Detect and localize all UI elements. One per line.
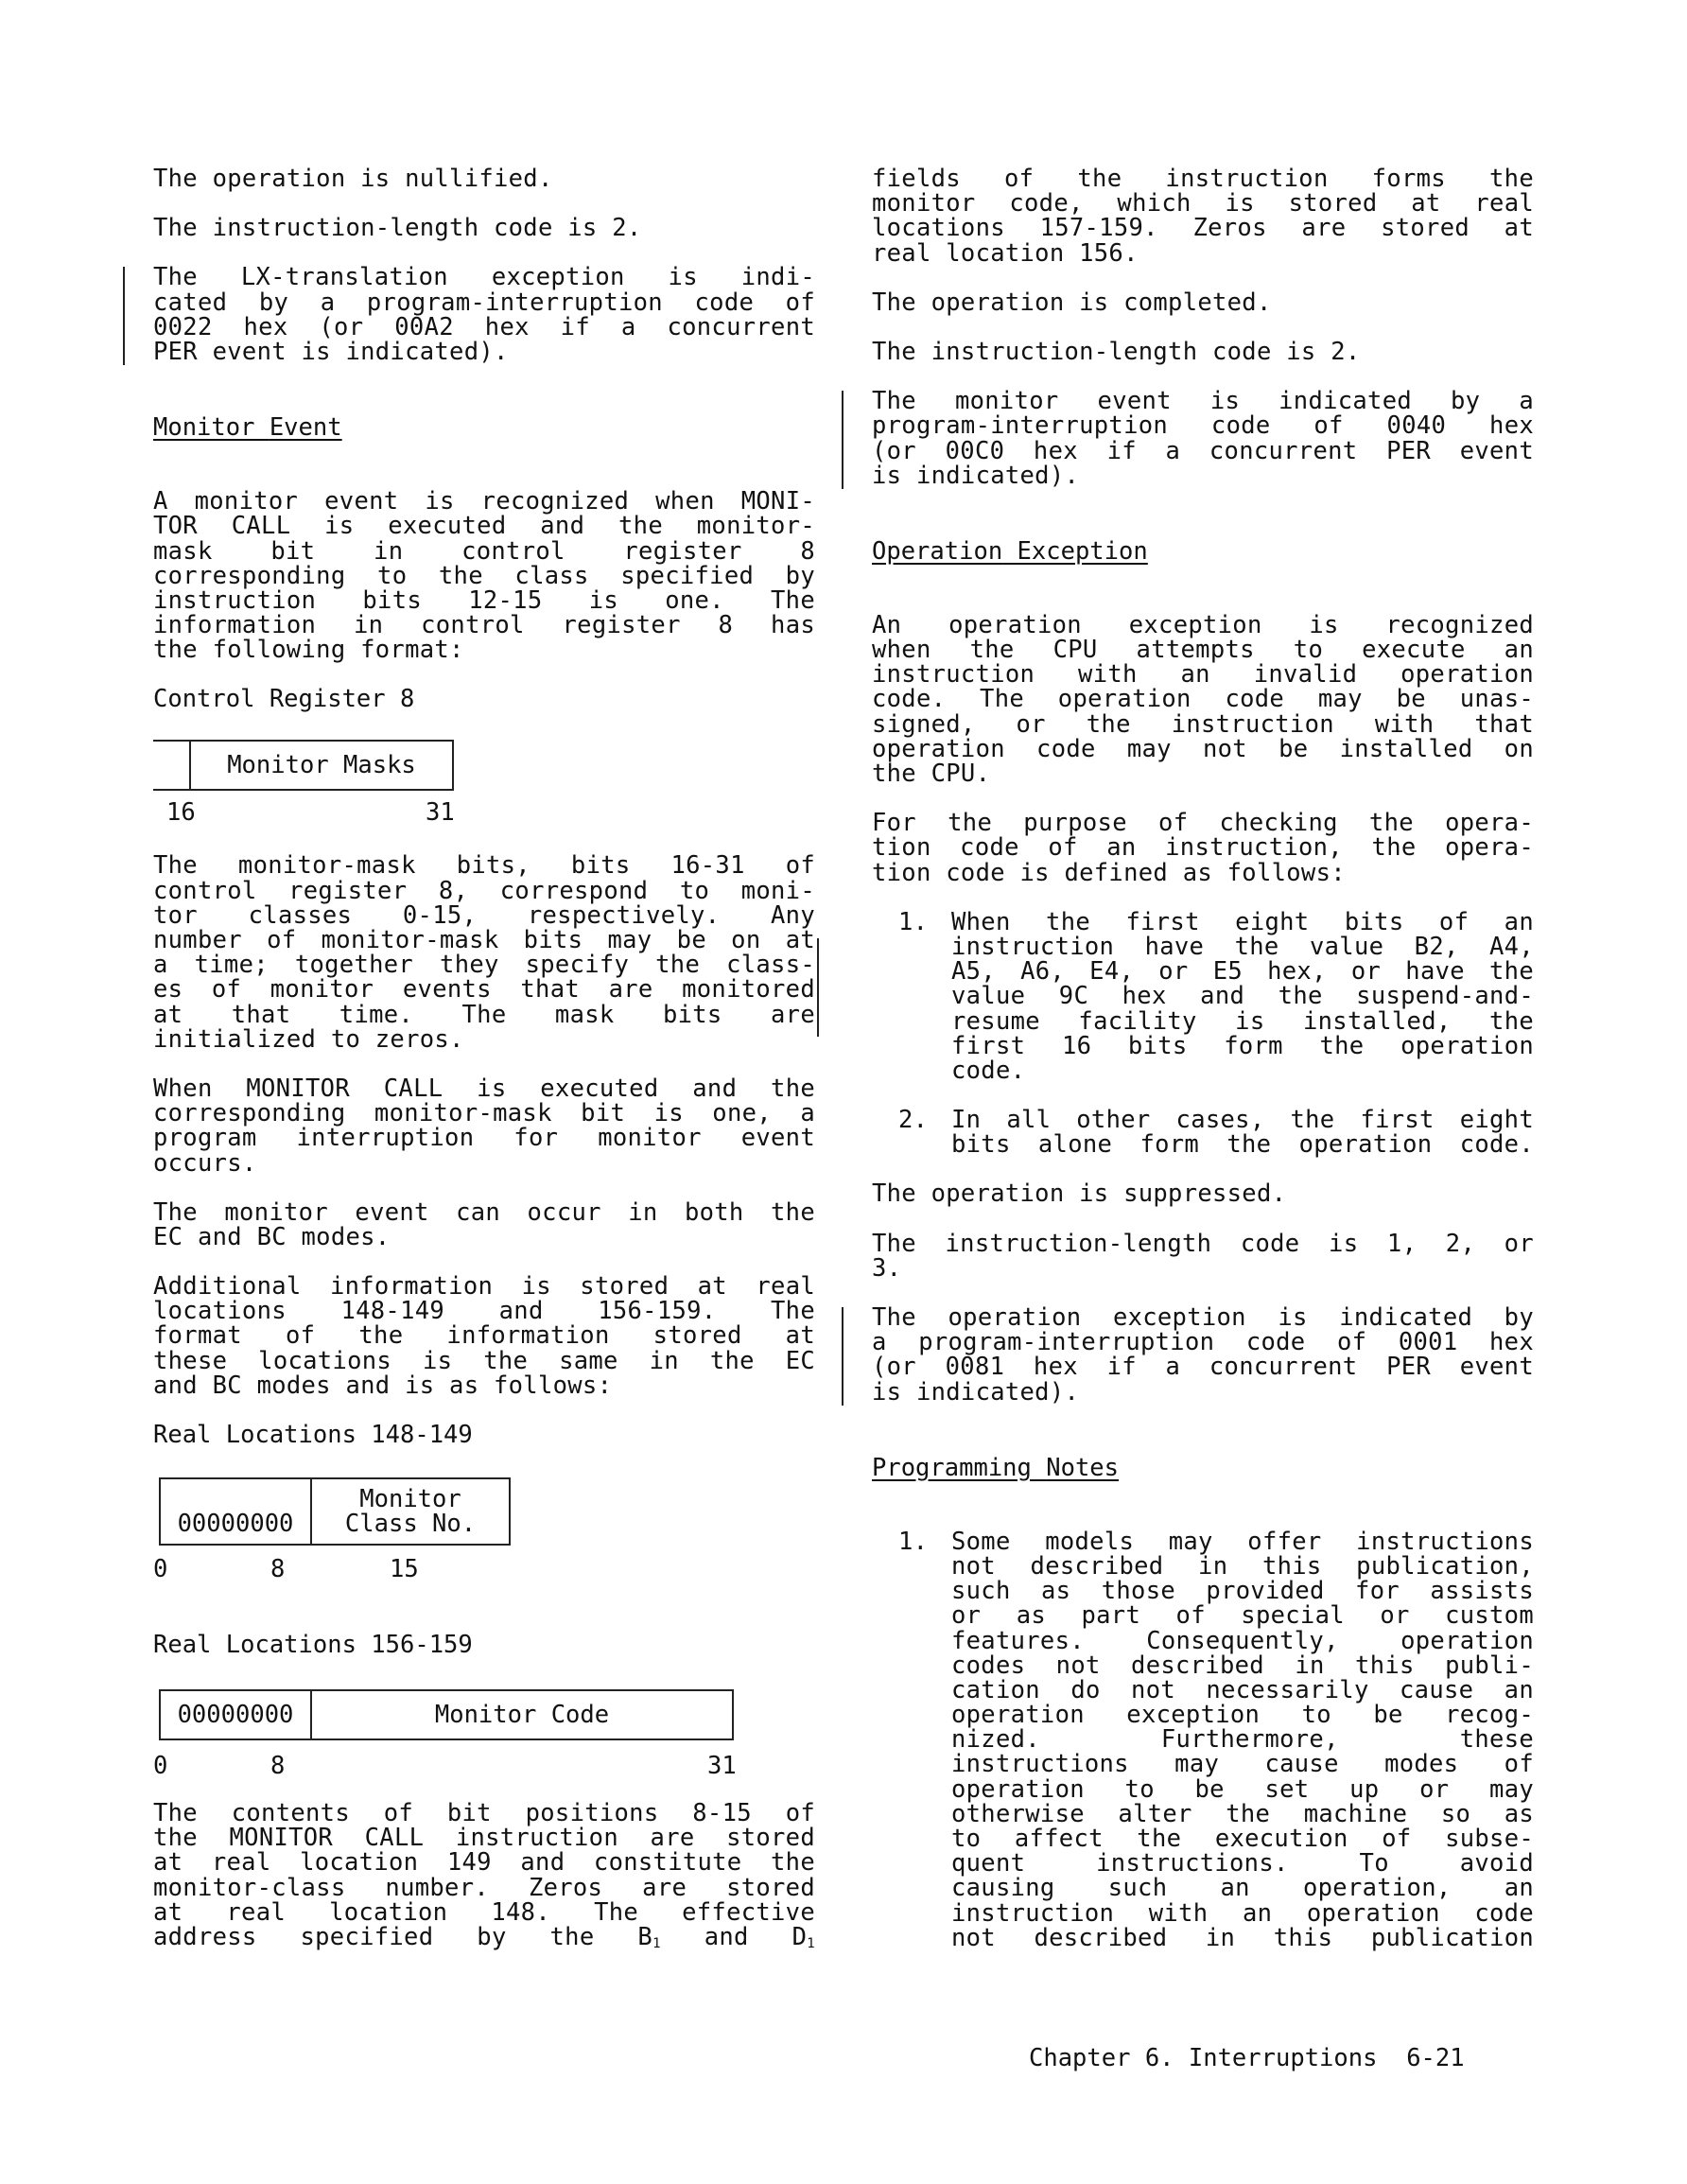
text-line: operation code may not be installed on xyxy=(872,734,1534,763)
bit-position-label: 31 xyxy=(707,1752,737,1781)
paragraph-monitor-event-recognized xyxy=(153,487,815,665)
revision-bar xyxy=(817,938,819,1037)
paragraph-additional-information xyxy=(153,1274,815,1398)
text-line: first 16 bits form the operation xyxy=(951,1031,1534,1060)
rl148-monitor-class-field xyxy=(310,1477,511,1546)
text-line: instruction with an invalid operation xyxy=(872,660,1534,690)
section-heading-programming-notes xyxy=(872,1453,1534,1482)
text-line: at real location 149 and constitute the xyxy=(153,1848,815,1878)
text-line: The monitor event can occur in both the xyxy=(153,1197,815,1227)
text-line: locations 157-159. Zeros are stored at xyxy=(872,214,1534,243)
text-line: A monitor event is recognized when MONI- xyxy=(153,487,815,516)
text-line: operation to be set up or may xyxy=(951,1774,1534,1804)
text-line: is indicated). xyxy=(872,1377,1080,1406)
text-line: nized. Furthermore, these xyxy=(951,1725,1534,1755)
rl156-monitor-code-field: Monitor Code xyxy=(310,1689,734,1740)
programming-note-1 xyxy=(872,1529,1534,1950)
text-line: information in control register 8 has xyxy=(153,611,815,640)
text-line: instruction with an operation code xyxy=(951,1898,1534,1928)
text-line: and BC modes and is as follows: xyxy=(153,1371,613,1400)
text-line: signed, or the instruction with that xyxy=(872,709,1534,739)
text-line: a time; together they specify the class- xyxy=(153,951,815,980)
text-line: code. xyxy=(951,1056,1026,1085)
bit-position-label: 15 xyxy=(390,1555,419,1584)
text-line: bits alone form the operation code. xyxy=(951,1130,1534,1160)
figure-label-real-locations-156-159: Real Locations 156-159 xyxy=(153,1631,473,1660)
text-line: TOR CALL is executed and the monitor- xyxy=(153,512,815,541)
subscript: 1 xyxy=(652,1935,661,1951)
text-line: when the CPU attempts to execute an xyxy=(872,636,1534,665)
real-locations-156-159-diagram xyxy=(153,1689,815,1740)
text-line: the following format: xyxy=(153,636,464,665)
paragraph-ec-bc-modes xyxy=(153,1197,815,1251)
text-line: format of the information stored at xyxy=(153,1321,815,1351)
text-line: otherwise alter the machine so as xyxy=(951,1799,1534,1828)
cr8-bit-positions xyxy=(153,800,815,832)
text-line: The contents of bit positions 8-15 of xyxy=(153,1799,815,1828)
text-line: 3. xyxy=(872,1253,902,1283)
text-line: code. The operation code may be unas- xyxy=(872,685,1534,714)
list-item-2 xyxy=(872,1106,1534,1160)
paragraph-monitor-event-indicated xyxy=(872,389,1534,488)
paragraph-ilc-1-2-3 xyxy=(872,1229,1534,1283)
text-line: instruction have the value B2, A4, xyxy=(951,932,1534,961)
text-line: es of monitor events that are monitored xyxy=(153,975,815,1005)
text-line: initialized to zeros. xyxy=(153,1024,464,1054)
text-line: locations 148-149 and 156-159. The xyxy=(153,1297,815,1326)
heading-word: Event xyxy=(269,413,342,443)
text-line: cation do not necessarily cause an xyxy=(951,1675,1534,1704)
text-line: program-interruption code of 0040 hex xyxy=(872,411,1534,441)
text-line: tor classes 0-15, respectively. Any xyxy=(153,900,815,930)
text-line: (or 00C0 hex if a concurrent PER event xyxy=(872,436,1534,465)
heading-word: Exception xyxy=(1017,536,1148,566)
field-text-line: Monitor xyxy=(359,1485,461,1514)
text-line: real location 156. xyxy=(872,238,1139,268)
text-line: or as part of special or custom xyxy=(951,1601,1534,1631)
text-line: mask bit in control register 8 xyxy=(153,536,815,566)
footer-page-number: 6-21 xyxy=(1406,2044,1465,2072)
text-line: not described in this publication xyxy=(951,1923,1534,1952)
heading-word: Programming xyxy=(872,1453,1032,1482)
list-item-1 xyxy=(872,907,1534,1085)
paragraph-monitor-code-fields xyxy=(872,166,1534,266)
text-line: quent instructions. To avoid xyxy=(951,1849,1534,1878)
text-line: program interruption for monitor event xyxy=(153,1124,815,1153)
text-line: When the first eight bits of an xyxy=(951,907,1534,936)
text-line: at real location 148. The effective xyxy=(153,1897,815,1927)
subscript: 1 xyxy=(807,1935,815,1951)
bit-position-label: 0 xyxy=(153,1752,168,1781)
paragraph-operation-exception-recognized xyxy=(872,610,1534,789)
text-line: causing such an operation, an xyxy=(951,1874,1534,1903)
text-line: For the purpose of checking the opera- xyxy=(872,809,1534,838)
text-line: When MONITOR CALL is executed and the xyxy=(153,1074,815,1103)
text-line: The monitor event is indicated by a xyxy=(872,387,1534,416)
rl148-bit-positions xyxy=(153,1557,815,1589)
field-text-line: Class No. xyxy=(344,1510,477,1539)
text-line: at that time. The mask bits are xyxy=(153,1000,815,1029)
text-line: monitor-class number. Zeros are stored xyxy=(153,1873,815,1902)
revision-bar xyxy=(842,391,844,489)
revision-bar xyxy=(123,267,125,365)
text-line: corresponding to the class specified by xyxy=(153,561,815,590)
paragraph-ilc-2: The instruction-length code is 2. xyxy=(872,337,1361,366)
list-number: 1. xyxy=(898,907,929,936)
control-register-8-diagram xyxy=(153,740,815,791)
rl156-zero-field: 00000000 xyxy=(159,1689,312,1740)
paragraph-checking-operation-code xyxy=(872,811,1534,885)
text-line: fields of the instruction forms the xyxy=(872,165,1534,193)
paragraph-monitor-call-executed xyxy=(153,1076,815,1176)
text-line: Additional information is stored at real xyxy=(153,1272,815,1302)
heading-word: Notes xyxy=(1046,1453,1120,1482)
text-line: is indicated). xyxy=(872,461,1080,490)
text-line: features. Consequently, operation xyxy=(951,1626,1534,1655)
section-heading-operation-exception xyxy=(872,536,1534,566)
text-line: instructions may cause modes of xyxy=(951,1750,1534,1779)
page-footer xyxy=(1029,2046,1465,2070)
paragraph-bit-positions-8-15 xyxy=(153,1801,815,1949)
text-line: tion code of an instruction, the opera- xyxy=(872,833,1534,863)
text-line: tion code is defined as follows: xyxy=(872,858,1346,887)
text-line: these locations is the same in the EC xyxy=(153,1346,815,1375)
text-line: resume facility is installed, the xyxy=(951,1006,1534,1036)
rl156-bit-positions xyxy=(153,1754,815,1786)
text-line: codes not described in this publi- xyxy=(951,1651,1534,1680)
list-number: 1. xyxy=(898,1527,929,1556)
text-line: PER event is indicated). xyxy=(153,337,509,366)
bit-position-label: 0 xyxy=(153,1555,168,1584)
text-line: (or 0081 hex if a concurrent PER event xyxy=(872,1353,1534,1382)
text-line: In all other cases, the first eight xyxy=(951,1106,1534,1135)
real-locations-148-149-diagram xyxy=(153,1477,815,1546)
text-line: monitor code, which is stored at real xyxy=(872,189,1534,218)
text-line: to affect the execution of subse- xyxy=(951,1825,1534,1854)
cr8-open-left-field xyxy=(153,740,189,791)
left-column xyxy=(153,166,815,1974)
text-line: the MONITOR CALL instruction are stored xyxy=(153,1824,815,1853)
bit-position-label: 16 xyxy=(166,798,196,828)
text-fragment: and D xyxy=(660,1922,808,1951)
paragraph-suppressed: The operation is suppressed. xyxy=(872,1179,1287,1209)
text-line: value 9C hex and the suspend-and- xyxy=(951,982,1534,1011)
figure-label-real-locations-148-149: Real Locations 148-149 xyxy=(153,1421,473,1450)
paragraph-nullified: The operation is nullified. xyxy=(153,165,553,193)
text-line: 0022 hex (or 00A2 hex if a concurrent xyxy=(153,312,815,341)
paragraph-ilc-2: The instruction-length code is 2. xyxy=(153,214,642,243)
paragraph-operation-exception-indicated xyxy=(872,1305,1534,1405)
text-line: The instruction-length code is 1, 2, or xyxy=(872,1229,1534,1258)
revision-bar xyxy=(842,1307,844,1406)
heading-word: Monitor xyxy=(153,413,255,443)
cr8-monitor-masks-field: Monitor Masks xyxy=(189,740,454,791)
right-column xyxy=(872,166,1534,1975)
text-line: not described in this publication, xyxy=(951,1551,1534,1581)
text-line: Some models may offer instructions xyxy=(951,1527,1534,1556)
text-line: cated by a program-interruption code of xyxy=(153,288,815,317)
bit-position-label: 8 xyxy=(270,1555,286,1584)
text-line-with-subscripts xyxy=(153,1922,815,1951)
bit-position-label: 8 xyxy=(270,1752,286,1781)
heading-word: Operation xyxy=(872,536,1003,566)
text-line: corresponding monitor-mask bit is one, a xyxy=(153,1099,815,1128)
text-fragment: address specified by the B xyxy=(153,1922,653,1951)
rl148-zero-field: 00000000 xyxy=(159,1477,312,1546)
text-line: instruction bits 12-15 is one. The xyxy=(153,585,815,615)
text-line: The monitor-mask bits, bits 16-31 of xyxy=(153,851,815,881)
bit-position-label: 31 xyxy=(426,798,455,828)
text-line: A5, A6, E4, or E5 hex, or have the xyxy=(951,957,1534,987)
footer-chapter-title: Chapter 6. Interruptions xyxy=(1029,2044,1378,2072)
text-line: The LX-translation exception is indi- xyxy=(153,263,815,292)
text-line: The operation exception is indicated by xyxy=(872,1303,1534,1333)
paragraph-lx-translation xyxy=(153,265,815,364)
list-number: 2. xyxy=(898,1106,929,1135)
text-line: operation exception to be recog- xyxy=(951,1701,1534,1730)
text-line: control register 8, correspond to moni- xyxy=(153,876,815,905)
section-heading-monitor-event xyxy=(153,413,815,443)
paragraph-monitor-mask-bits xyxy=(153,853,815,1052)
text-line: occurs. xyxy=(153,1148,257,1178)
paragraph-completed: The operation is completed. xyxy=(872,288,1272,317)
text-line: EC and BC modes. xyxy=(153,1222,391,1251)
text-line: the CPU. xyxy=(872,760,991,789)
text-line: such as those provided for assists xyxy=(951,1577,1534,1606)
text-line: number of monitor-mask bits may be on at xyxy=(153,926,815,955)
text-line: a program-interruption code of 0001 hex xyxy=(872,1328,1534,1357)
text-line: An operation exception is recognized xyxy=(872,610,1534,639)
figure-label-control-register-8: Control Register 8 xyxy=(153,685,415,714)
